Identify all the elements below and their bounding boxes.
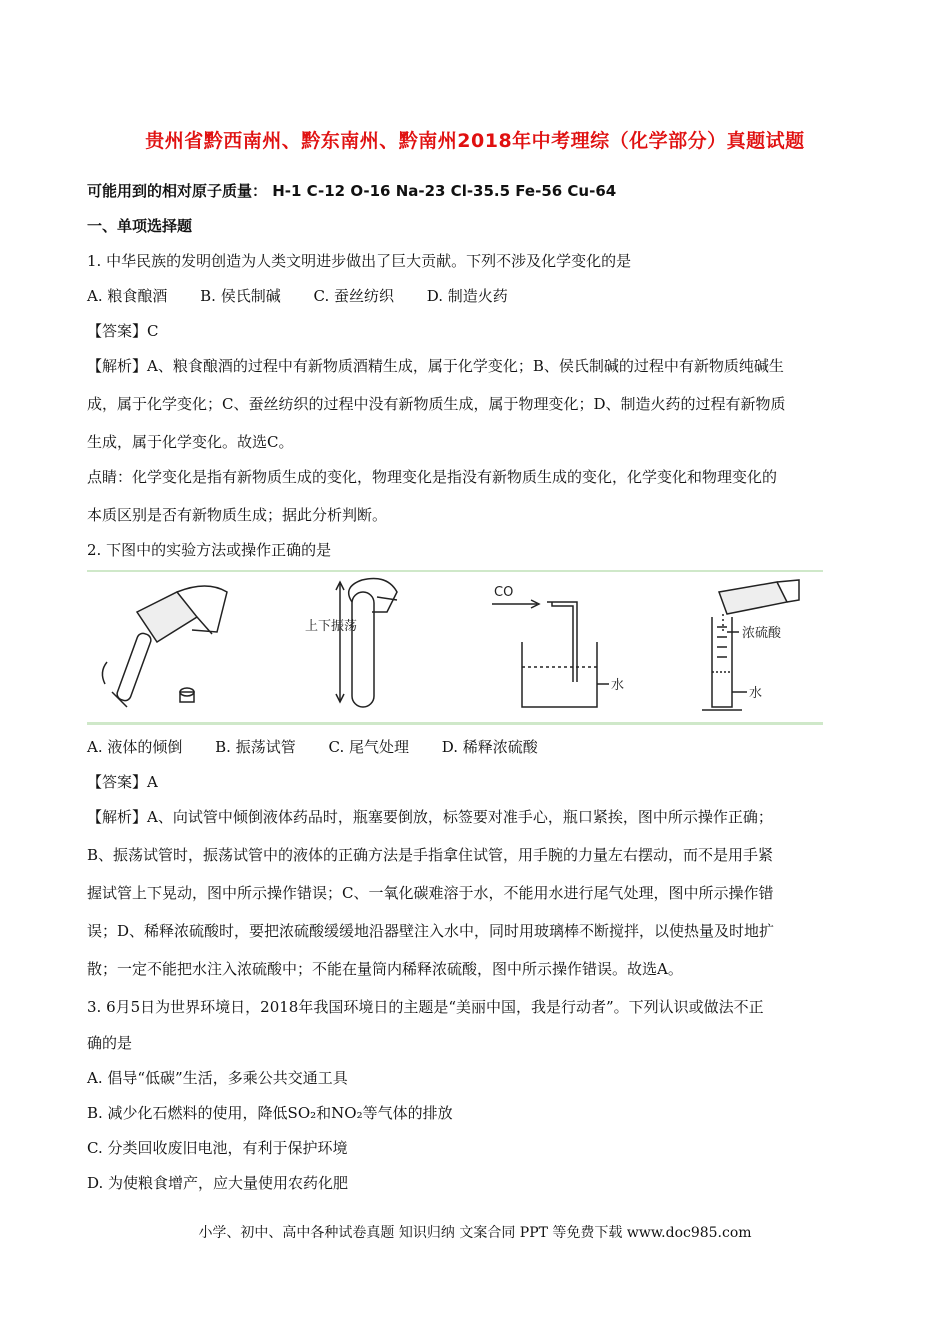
option-b: B. 减少化石燃料的使用，降低SO₂和NO₂等气体的排放 bbox=[87, 1104, 453, 1122]
question-2-answer: 【答案】A bbox=[87, 773, 158, 791]
shake-label: 上下振荡 bbox=[305, 619, 358, 634]
water-label: 水 bbox=[611, 678, 625, 693]
atomic-mass-note: 可能用到的相对原子质量： H-1 C-12 O-16 Na-23 Cl-35.5 Fe-56 Cu-64 bbox=[87, 182, 617, 200]
question-1-stem: 1. 中华民族的发明创造为人类文明进步做出了巨大贡献。下列不涉及化学变化的是 bbox=[87, 252, 632, 270]
water-label: 水 bbox=[749, 686, 763, 701]
option-d: D. 稀释浓硫酸 bbox=[441, 738, 538, 756]
option-a: A. 粮食酿酒 bbox=[87, 287, 168, 305]
acid-label: 浓硫酸 bbox=[742, 626, 782, 641]
option-c: C. 尾气处理 bbox=[328, 738, 409, 756]
page-footer: 小学、初中、高中各种试卷真题 知识归纳 文案合同 PPT 等免费下载 www.doc985.com bbox=[198, 1225, 752, 1241]
question-1-analysis-line: 生成，属于化学变化。故选C。 bbox=[87, 433, 294, 451]
option-a: A. 液体的倾倒 bbox=[87, 738, 183, 756]
question-2-analysis-line: 误；D、稀释浓硫酸时，要把浓硫酸缓缓地沿器壁注入水中，同时用玻璃棒不断搅拌，以使热量及时地扩 bbox=[87, 922, 775, 940]
exhaust-gas-illustration bbox=[492, 600, 609, 707]
option-a: A. 倡导“低碳”生活，多乘公共交通工具 bbox=[87, 1069, 348, 1087]
question-1-analysis-line: 成，属于化学变化；C、蚕丝纺织的过程中没有新物质生成，属于物理变化；D、制造火药的过程有新物质 bbox=[87, 395, 786, 413]
shaking-tube-illustration bbox=[336, 579, 397, 708]
question-3-stem-line: 3. 6月5日为世界环境日，2018年我国环境日的主题是“美丽中国，我是行动者”。下列认识或做法不正 bbox=[87, 998, 764, 1016]
question-2-stem: 2. 下图中的实验方法或操作正确的是 bbox=[87, 541, 332, 559]
page-title: 贵州省黔西南州、黔东南州、黔南州2018年中考理综（化学部分）真题试题 bbox=[145, 130, 805, 152]
question-2-analysis-line: 【解析】A、向试管中倾倒液体药品时，瓶塞要倒放，标签要对准手心，瓶口紧挨，图中所示操作正确； bbox=[87, 808, 773, 826]
option-d: D. 制造火药 bbox=[426, 287, 508, 305]
question-1-tip-line: 点睛：化学变化是指有新物质生成的变化，物理变化是指没有新物质生成的变化，化学变化和物理变化的 bbox=[87, 468, 778, 486]
question-2-analysis-line: 散；一定不能把水注入浓硫酸中；不能在量筒内稀释浓硫酸，图中所示操作错误。故选A。 bbox=[87, 960, 683, 978]
question-1-analysis-line: 【解析】A、粮食酿酒的过程中有新物质酒精生成，属于化学变化；B、侯氏制碱的过程中有新物质纯碱生 bbox=[87, 357, 784, 375]
experiment-figure bbox=[87, 570, 823, 725]
question-2-analysis-line: 握试管上下晃动，图中所示操作错误；C、一氧化碳难溶于水，不能用水进行尾气处理，图中所示操作错 bbox=[87, 884, 774, 902]
co-label: CO bbox=[494, 585, 514, 600]
question-1-answer: 【答案】C bbox=[87, 322, 159, 340]
option-b: B. 侯氏制碱 bbox=[200, 287, 281, 305]
option-d: D. 为使粮食增产，应大量使用农药化肥 bbox=[87, 1174, 349, 1192]
question-2-options bbox=[87, 737, 867, 757]
question-2-analysis-line: B、振荡试管时，振荡试管中的液体的正确方法是手指拿住试管，用手腕的力量左右摆动，而不是用手紧 bbox=[87, 846, 774, 864]
question-3-stem-line: 确的是 bbox=[87, 1034, 133, 1052]
option-b: B. 振荡试管 bbox=[215, 738, 296, 756]
question-1-tip-line: 本质区别是否有新物质生成；据此分析判断。 bbox=[87, 506, 388, 524]
question-1-options bbox=[87, 286, 867, 306]
option-c: C. 分类回收废旧电池，有利于保护环境 bbox=[87, 1139, 348, 1157]
section-heading: 一、单项选择题 bbox=[87, 217, 193, 235]
option-c: C. 蚕丝纺织 bbox=[313, 287, 394, 305]
pouring-liquid-illustration bbox=[102, 586, 227, 707]
